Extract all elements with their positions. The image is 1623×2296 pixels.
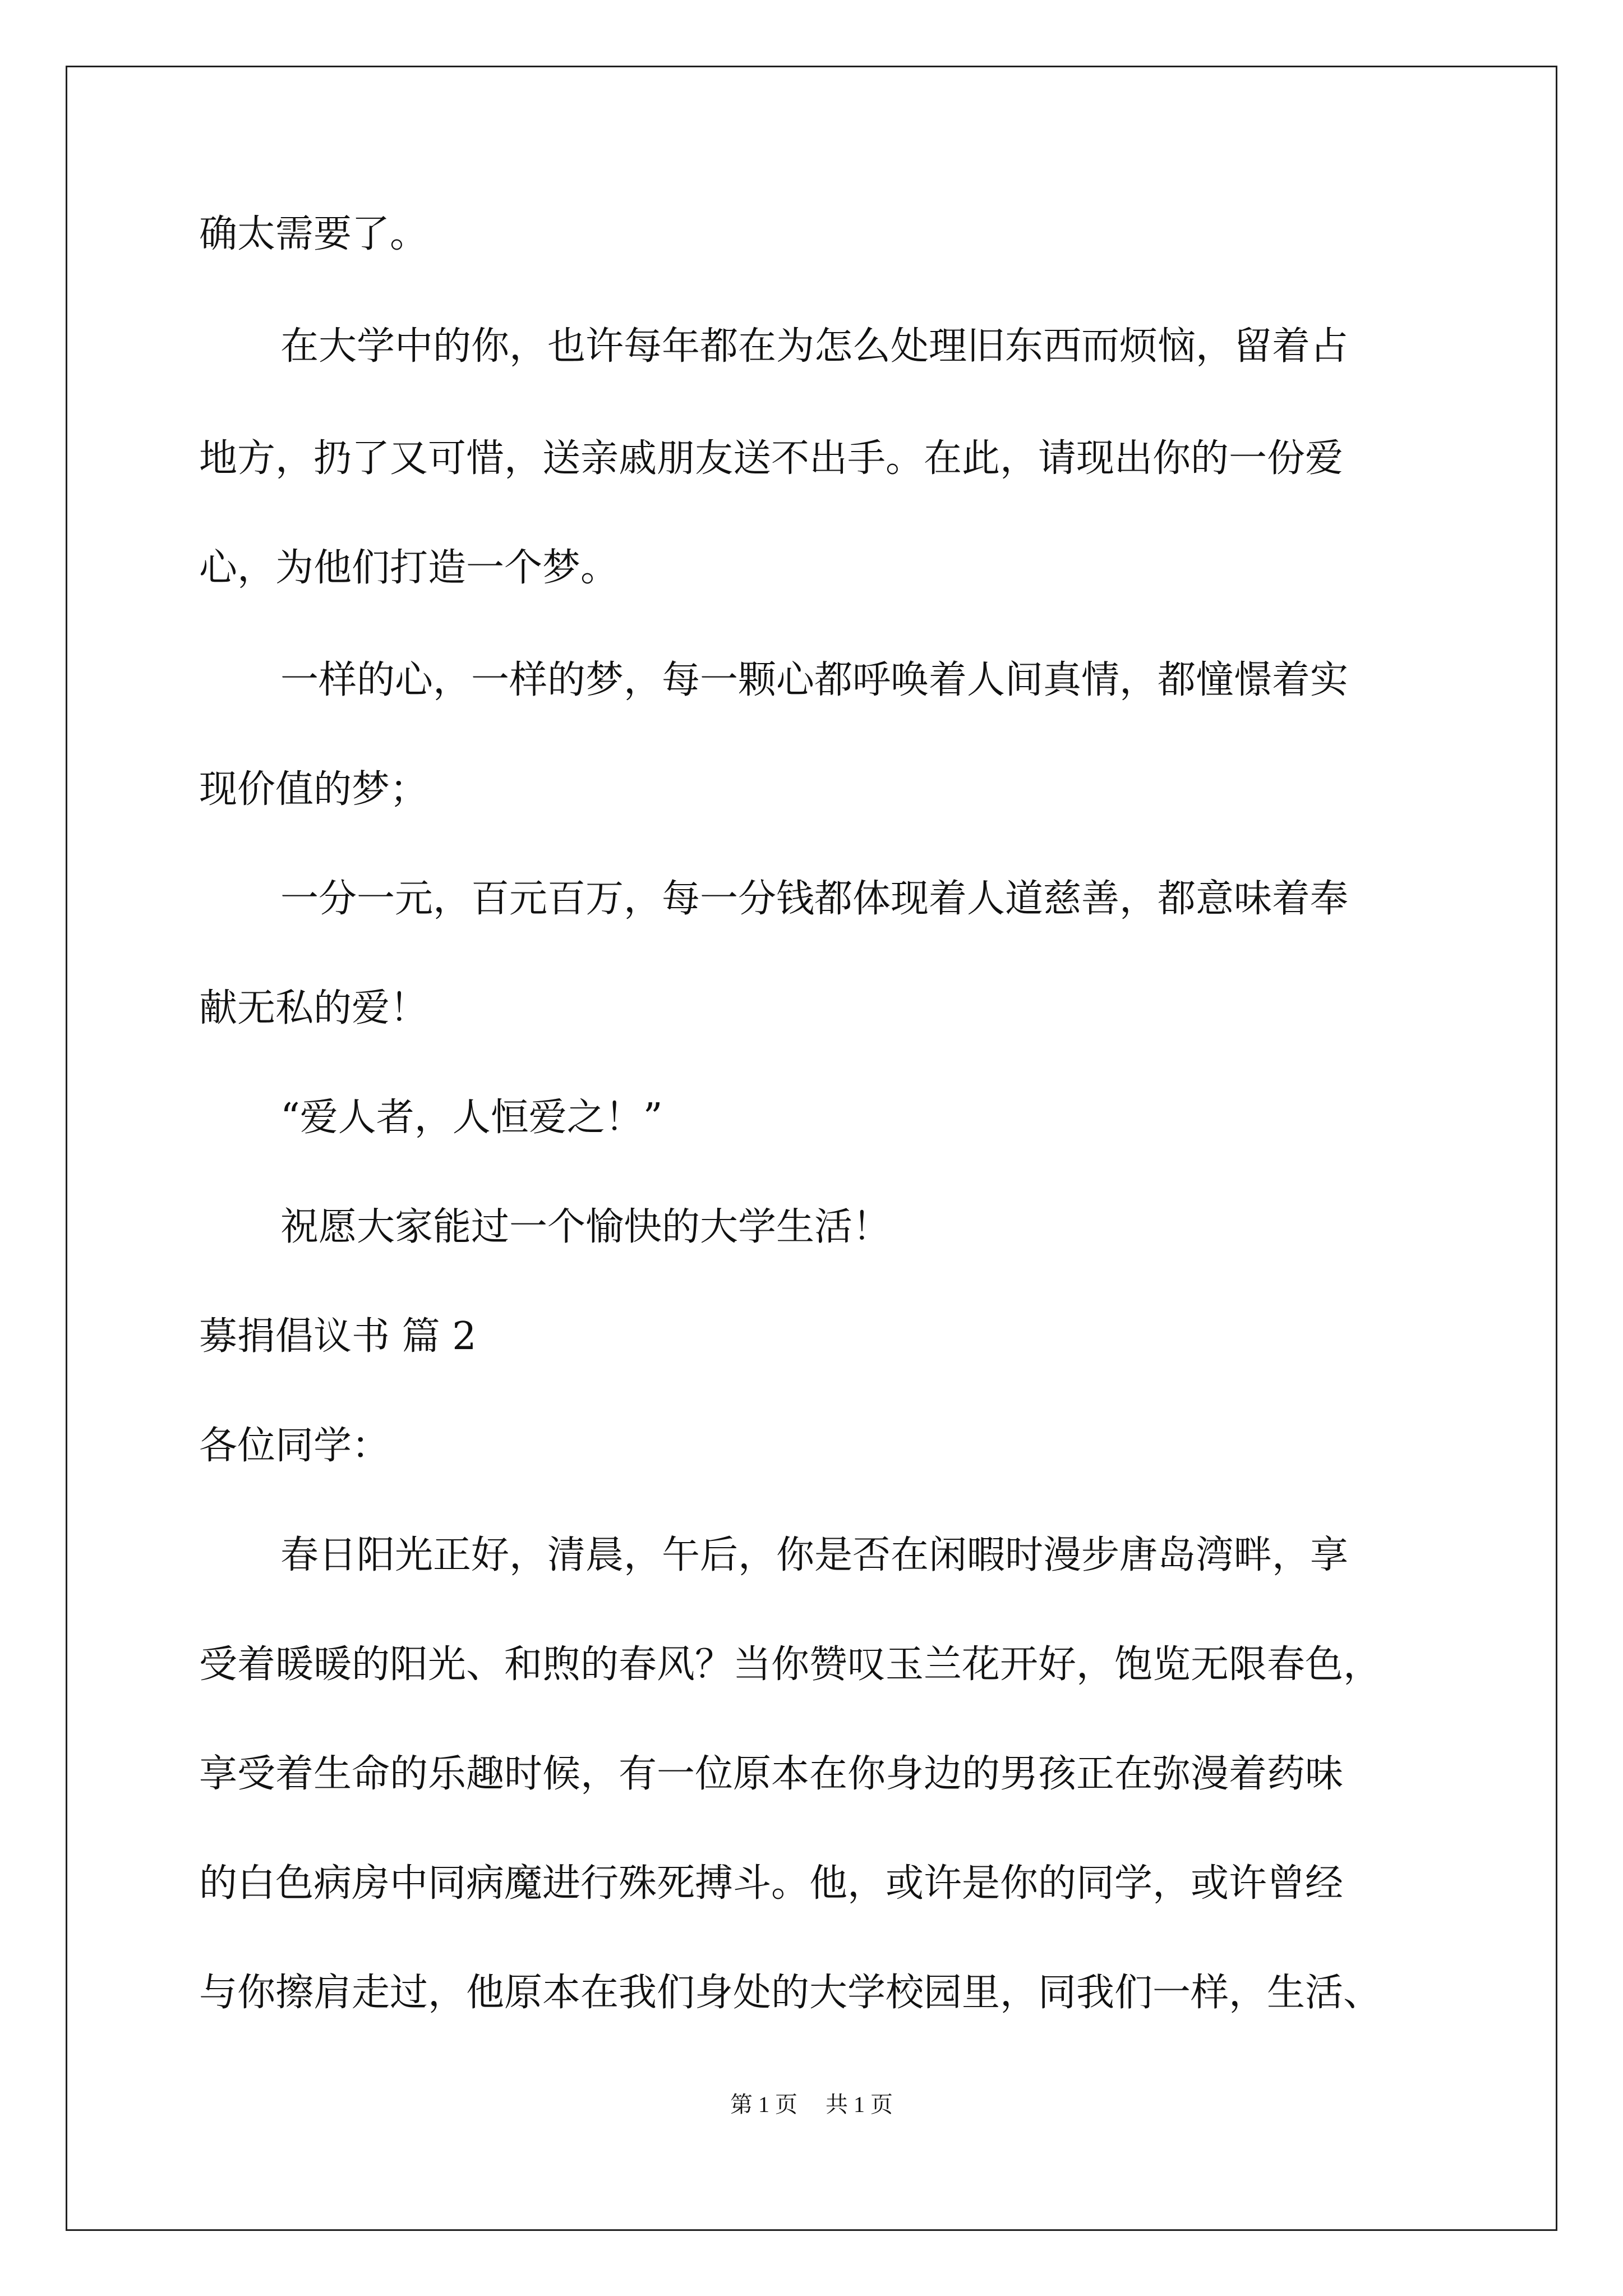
text-line: 一分一元，百元百万，每一分钱都体现着人道慈善，都意味着奉 bbox=[280, 877, 1349, 921]
text-line: 心，为他们打造一个梦。 bbox=[199, 546, 619, 590]
text-line: 的白色病房中同病魔进行殊死搏斗。他，或许是你的同学，或许曾经 bbox=[199, 1861, 1344, 1906]
salutation: 各位同学： bbox=[199, 1424, 390, 1468]
text-line: 献无私的爱！ bbox=[199, 986, 428, 1030]
text-line: 一样的心，一样的梦，每一颗心都呼唤着人间真情，都憧憬着实 bbox=[280, 658, 1349, 702]
section-heading: 募捐倡议书 篇 2 bbox=[199, 1314, 477, 1359]
page-footer bbox=[0, 2087, 1623, 2119]
page-total: 共 1 页 bbox=[826, 2092, 893, 2117]
text-line: 享受着生命的乐趣时候，有一位原本在你身边的男孩正在弥漫着药味 bbox=[199, 1752, 1344, 1796]
text-line: 现价值的梦； bbox=[199, 767, 428, 812]
text-line: 与你擦肩走过，他原本在我们身处的大学校园里，同我们一样，生活、 bbox=[199, 1971, 1382, 2015]
text-line: 在大学中的你，也许每年都在为怎么处理旧东西而烦恼，留着占 bbox=[280, 324, 1349, 369]
page-number: 第 1 页 bbox=[730, 2092, 797, 2117]
text-line: 受着暖暖的阳光、和煦的春风？当你赞叹玉兰花开好，饱览无限春色， bbox=[199, 1642, 1382, 1687]
text-line: “爱人者，人恒爱之！” bbox=[280, 1096, 663, 1140]
text-line: 确太需要了。 bbox=[199, 212, 428, 256]
text-line: 祝愿大家能过一个愉快的大学生活！ bbox=[280, 1205, 891, 1249]
text-line: 春日阳光正好，清晨，午后，你是否在闲暇时漫步唐岛湾畔，享 bbox=[280, 1533, 1349, 1577]
text-line: 地方，扔了又可惜，送亲戚朋友送不出手。在此，请现出你的一份爱 bbox=[199, 436, 1344, 481]
